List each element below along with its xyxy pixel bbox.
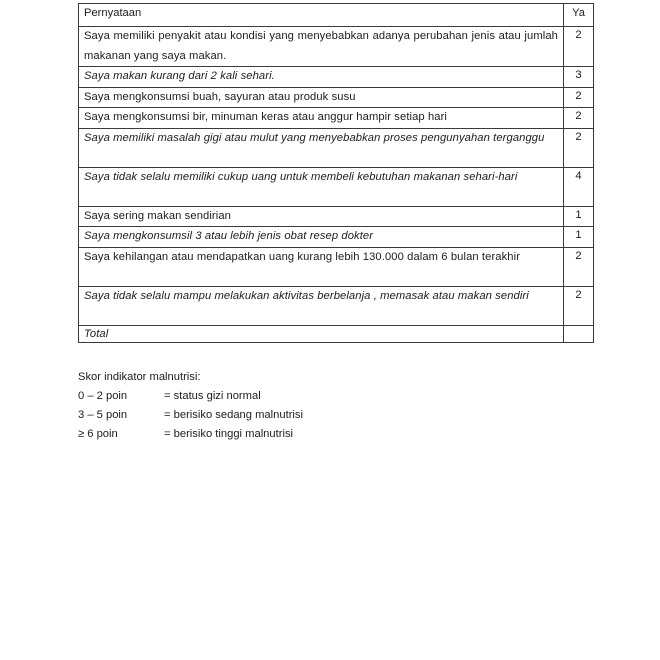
table-row bbox=[79, 167, 594, 206]
statement-cell: Saya mengkonsumsil 3 atau lebih jenis obat resep dokter bbox=[79, 227, 564, 248]
table-row bbox=[79, 27, 594, 67]
table-row bbox=[79, 247, 594, 286]
total-score bbox=[564, 325, 594, 342]
statement-cell: Saya tidak selalu memiliki cukup uang untuk membeli kebutuhan makanan sehari-hari bbox=[79, 167, 564, 206]
table-row bbox=[79, 227, 594, 248]
score-cell: 4 bbox=[564, 167, 594, 206]
legend-item bbox=[78, 406, 303, 425]
table-header-row bbox=[79, 4, 594, 27]
legend-meaning: = berisiko sedang malnutrisi bbox=[164, 409, 303, 421]
statement-cell: Saya tidak selalu mampu melakukan aktivitas berbelanja , memasak atau makan sendiri bbox=[79, 286, 564, 325]
score-cell: 1 bbox=[564, 227, 594, 248]
malnutrition-screening-table bbox=[78, 3, 594, 343]
score-cell: 2 bbox=[564, 128, 594, 167]
statement-cell: Saya sering makan sendirian bbox=[79, 206, 564, 227]
score-cell: 2 bbox=[564, 286, 594, 325]
statement-cell: Saya memiliki masalah gigi atau mulut yang menyebabkan proses pengunyahan terganggu bbox=[79, 128, 564, 167]
header-statement: Pernyataan bbox=[79, 4, 564, 27]
statement-cell: Saya memiliki penyakit atau kondisi yang menyebabkan adanya perubahan jenis atau jumlah makanan yang saya makan. bbox=[79, 27, 564, 67]
statement-cell: Saya mengkonsumsi bir, minuman keras atau anggur hampir setiap hari bbox=[79, 108, 564, 129]
score-cell: 2 bbox=[564, 108, 594, 129]
table-row bbox=[79, 108, 594, 129]
total-label: Total bbox=[79, 325, 564, 342]
table-row bbox=[79, 87, 594, 108]
score-cell: 3 bbox=[564, 67, 594, 88]
header-yes: Ya bbox=[564, 4, 594, 27]
legend-item bbox=[78, 387, 303, 406]
score-cell: 1 bbox=[564, 206, 594, 227]
score-cell: 2 bbox=[564, 247, 594, 286]
legend-range: 3 – 5 poin bbox=[78, 409, 128, 421]
statement-cell: Saya makan kurang dari 2 kali sehari. bbox=[79, 67, 564, 88]
statement-cell: Saya mengkonsumsi buah, sayuran atau produk susu bbox=[79, 87, 564, 108]
legend-meaning: = status gizi normal bbox=[164, 390, 261, 402]
table-row bbox=[79, 206, 594, 227]
table-row bbox=[79, 128, 594, 167]
table-row bbox=[79, 286, 594, 325]
legend-meaning: = berisiko tinggi malnutrisi bbox=[164, 428, 294, 440]
legend-range: ≥ 6 poin bbox=[78, 428, 118, 440]
legend-range: 0 – 2 poin bbox=[78, 390, 128, 402]
legend-item bbox=[78, 425, 303, 444]
total-row bbox=[79, 325, 594, 342]
table-row bbox=[79, 67, 594, 88]
score-legend bbox=[78, 368, 303, 444]
score-cell: 2 bbox=[564, 87, 594, 108]
legend-title: Skor indikator malnutrisi: bbox=[78, 371, 201, 383]
score-cell: 2 bbox=[564, 27, 594, 67]
statement-cell: Saya kehilangan atau mendapatkan uang kurang lebih 130.000 dalam 6 bulan terakhir bbox=[79, 247, 564, 286]
